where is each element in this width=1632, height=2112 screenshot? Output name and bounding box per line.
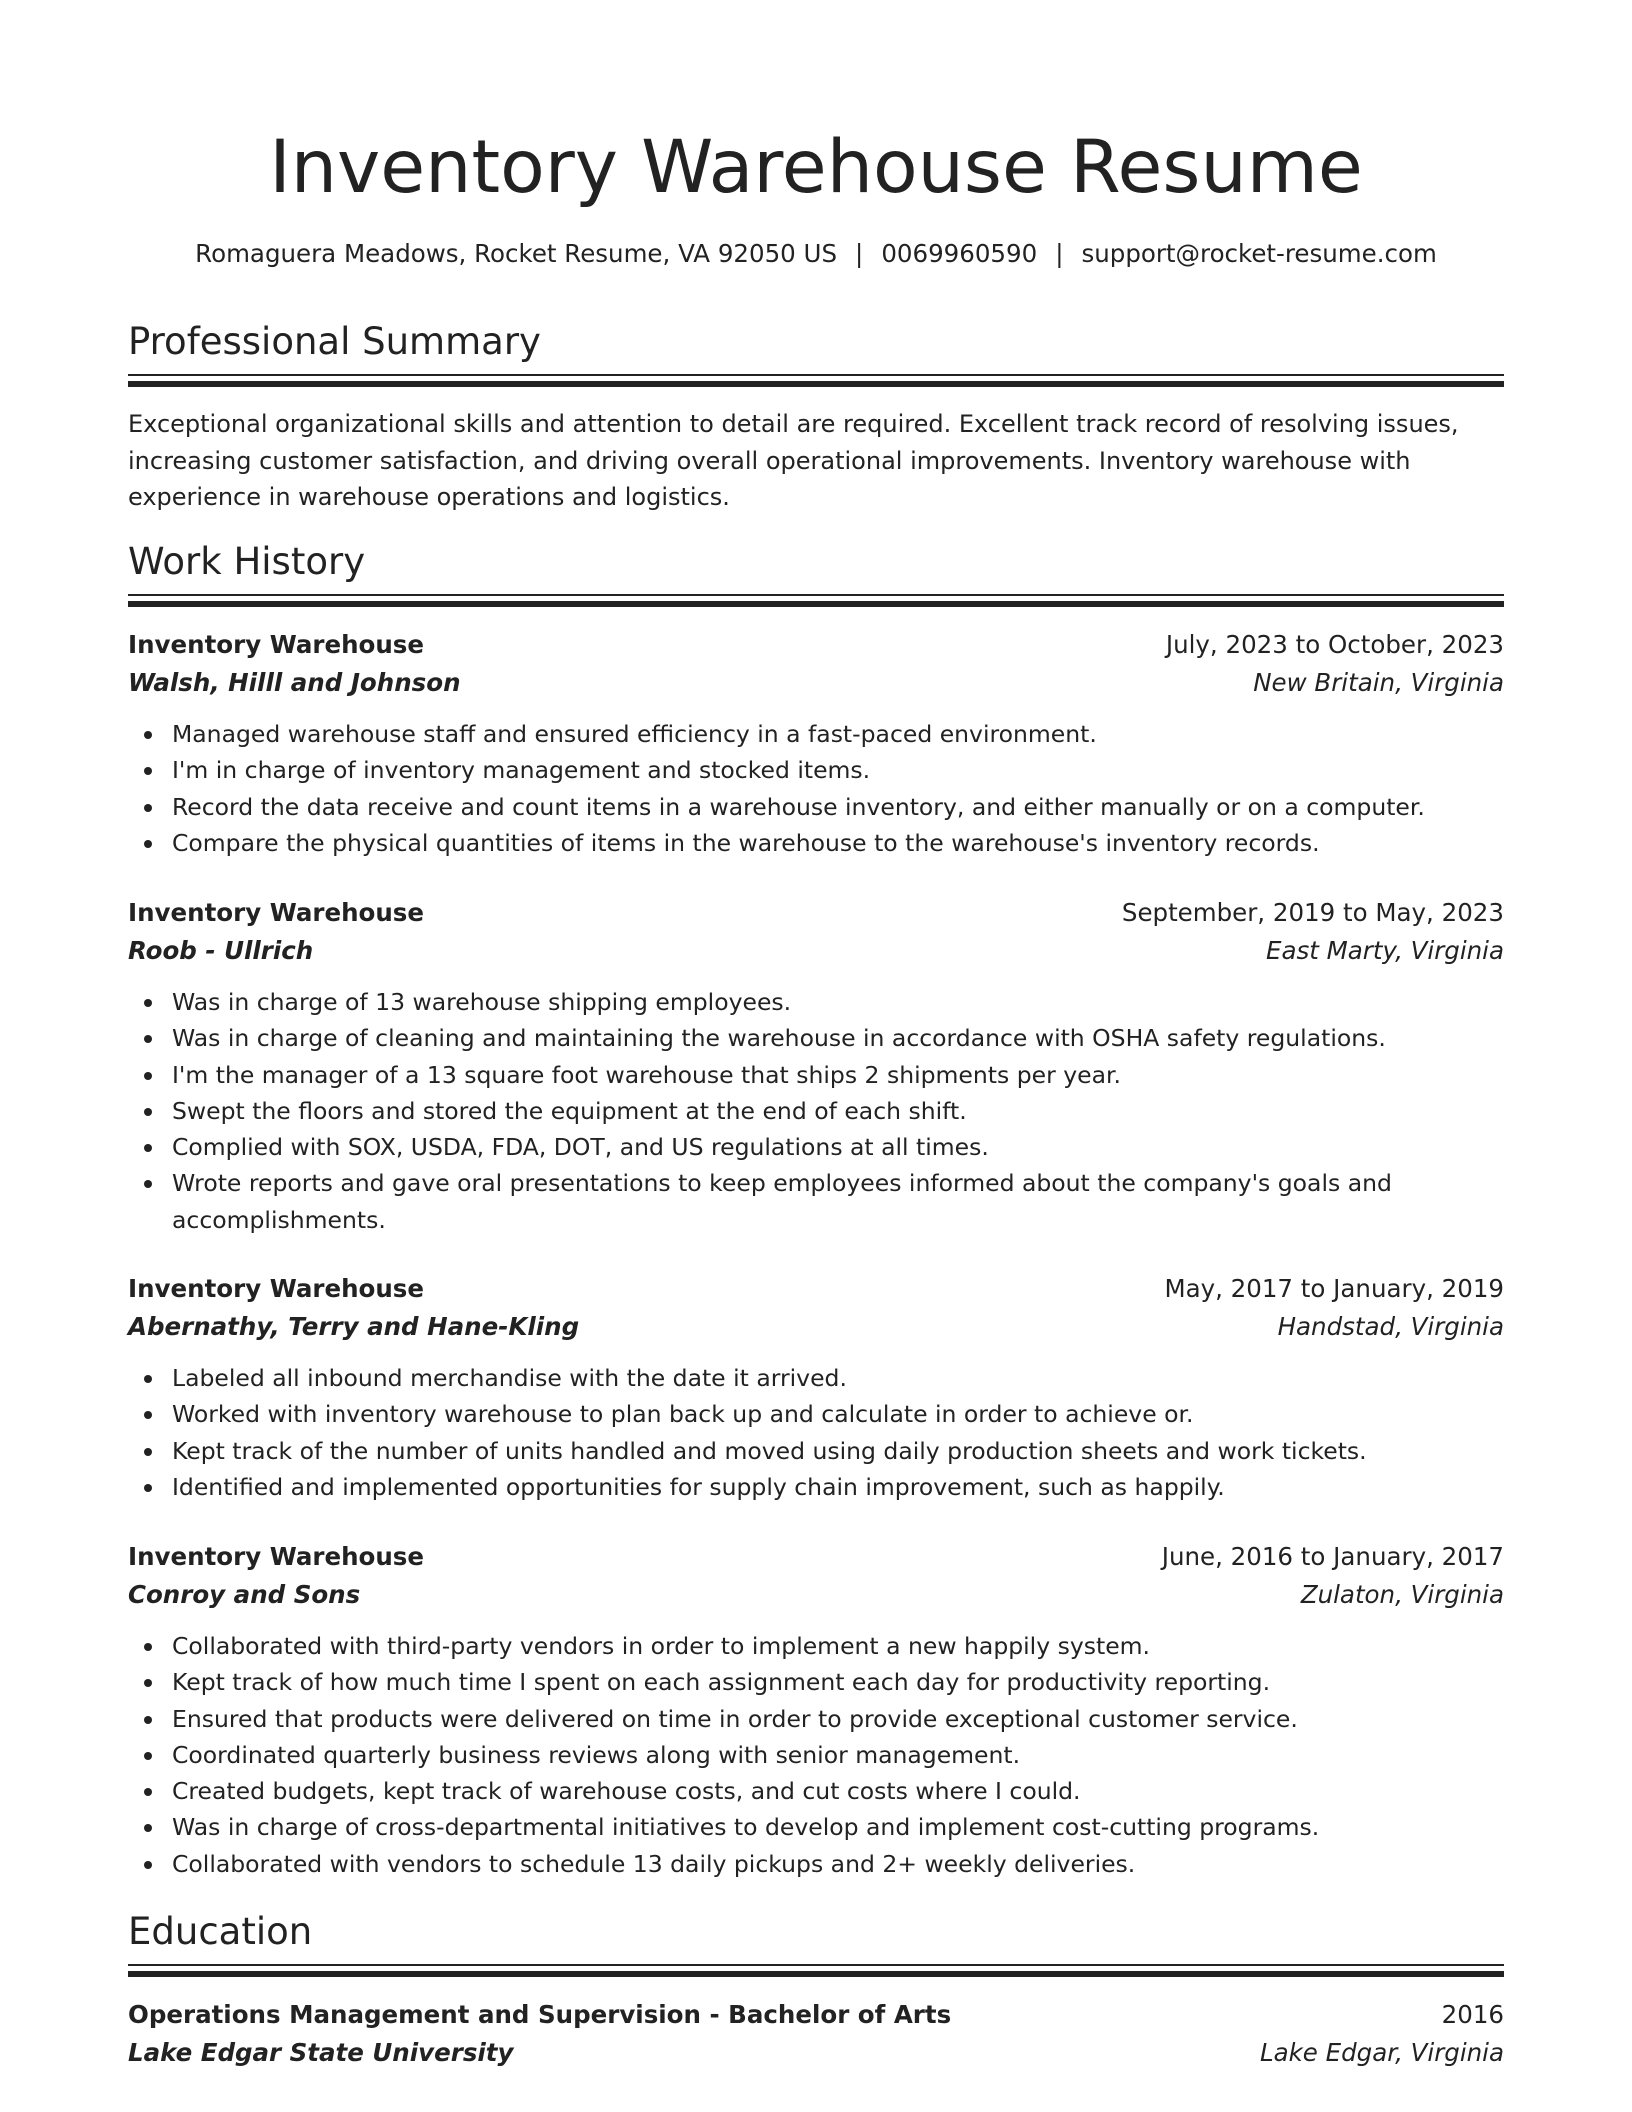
job-entry bbox=[128, 1270, 1504, 1505]
job-employer: Abernathy, Terry and Hane-Kling bbox=[128, 1312, 580, 1341]
resume-title: Inventory Warehouse Resume bbox=[269, 125, 1363, 210]
job-dates: June, 2016 to January, 2017 bbox=[1161, 1542, 1504, 1571]
contact-separator: | bbox=[1055, 239, 1064, 268]
job-duty: Labeled all inbound merchandise with the date it arrived. bbox=[172, 1360, 1504, 1396]
job-duty: Compare the physical quantities of items in the warehouse to the warehouse's inventory records. bbox=[172, 825, 1504, 861]
job-title: Inventory Warehouse bbox=[128, 1274, 425, 1303]
job-duty: Kept track of how much time I spent on each assignment each day for productivity reporting. bbox=[172, 1664, 1504, 1700]
job-duty: Swept the floors and stored the equipment at the end of each shift. bbox=[172, 1093, 1504, 1129]
job-entry bbox=[128, 626, 1504, 861]
job-duty: Managed warehouse staff and ensured efficiency in a fast-paced environment. bbox=[172, 716, 1504, 752]
job-duty: Record the data receive and count items in a warehouse inventory, and either manually or on a computer. bbox=[172, 789, 1504, 825]
job-duty: I'm the manager of a 13 square foot warehouse that ships 2 shipments per year. bbox=[172, 1057, 1504, 1093]
job-duty: Was in charge of 13 warehouse shipping employees. bbox=[172, 984, 1504, 1020]
job-location: East Marty, Virginia bbox=[1265, 936, 1504, 965]
summary-heading: Professional Summary bbox=[128, 320, 541, 363]
contact-line bbox=[0, 236, 1632, 272]
job-duty: Collaborated with third-party vendors in order to implement a new happily system. bbox=[172, 1628, 1504, 1664]
job-duty: Identified and implemented opportunities for supply chain improvement, such as happily. bbox=[172, 1469, 1504, 1505]
job-location: New Britain, Virginia bbox=[1253, 668, 1504, 697]
summary-text: Exceptional organizational skills and attention to detail are required. Excellent track record of resolving issues, increasing customer satisfaction, and driving overall operational improvements. Inventory warehouse with experience in warehouse operations and logistics. bbox=[128, 410, 1459, 511]
job-entry bbox=[128, 1538, 1504, 1882]
education-location: Lake Edgar, Virginia bbox=[1259, 2038, 1504, 2067]
work-history-divider bbox=[128, 594, 1504, 608]
job-duty: Coordinated quarterly business reviews along with senior management. bbox=[172, 1737, 1504, 1773]
contact-phone: 0069960590 bbox=[881, 239, 1038, 268]
education-school: Lake Edgar State University bbox=[128, 2038, 514, 2067]
job-employer: Conroy and Sons bbox=[128, 1580, 361, 1609]
job-duty: Wrote reports and gave oral presentations to keep employees informed about the company's goals and accomplishments. bbox=[172, 1165, 1504, 1238]
contact-address: Romaguera Meadows, Rocket Resume, VA 92050 US bbox=[195, 239, 838, 268]
job-duty: Ensured that products were delivered on time in order to provide exceptional customer service. bbox=[172, 1701, 1504, 1737]
job-duty: Worked with inventory warehouse to plan back up and calculate in order to achieve or. bbox=[172, 1396, 1504, 1432]
job-employer: Walsh, Hilll and Johnson bbox=[128, 668, 461, 697]
job-duty: Complied with SOX, USDA, FDA, DOT, and US regulations at all times. bbox=[172, 1129, 1504, 1165]
job-duties-list bbox=[128, 716, 1504, 861]
job-duty: Collaborated with vendors to schedule 13 daily pickups and 2+ weekly deliveries. bbox=[172, 1846, 1504, 1882]
education-heading: Education bbox=[128, 1910, 313, 1953]
job-duties-list bbox=[128, 1628, 1504, 1882]
job-location: Zulaton, Virginia bbox=[1300, 1580, 1504, 1609]
contact-email: support@rocket-resume.com bbox=[1081, 239, 1437, 268]
job-location: Handstad, Virginia bbox=[1277, 1312, 1504, 1341]
education-degree: Operations Management and Supervision - Bachelor of Arts bbox=[128, 2000, 952, 2029]
job-duties-list bbox=[128, 984, 1504, 1238]
job-duty: Was in charge of cleaning and maintaining the warehouse in accordance with OSHA safety regulations. bbox=[172, 1020, 1504, 1056]
job-employer: Roob - Ullrich bbox=[128, 936, 314, 965]
job-title: Inventory Warehouse bbox=[128, 898, 425, 927]
job-dates: September, 2019 to May, 2023 bbox=[1121, 898, 1504, 927]
job-entry bbox=[128, 894, 1504, 1238]
contact-separator: | bbox=[855, 239, 864, 268]
job-duty: Created budgets, kept track of warehouse costs, and cut costs where I could. bbox=[172, 1773, 1504, 1809]
job-title: Inventory Warehouse bbox=[128, 630, 425, 659]
job-duty: Was in charge of cross-departmental initiatives to develop and implement cost-cutting programs. bbox=[172, 1809, 1504, 1845]
job-duty: Kept track of the number of units handled and moved using daily production sheets and work tickets. bbox=[172, 1433, 1504, 1469]
job-title: Inventory Warehouse bbox=[128, 1542, 425, 1571]
summary-divider bbox=[128, 374, 1504, 388]
education-entry bbox=[128, 1996, 1504, 2072]
job-duties-list bbox=[128, 1360, 1504, 1505]
job-dates: July, 2023 to October, 2023 bbox=[1165, 630, 1504, 659]
job-dates: May, 2017 to January, 2019 bbox=[1164, 1274, 1504, 1303]
education-year: 2016 bbox=[1441, 2000, 1504, 2029]
education-divider bbox=[128, 1964, 1504, 1978]
work-history-heading: Work History bbox=[128, 540, 366, 583]
job-duty: I'm in charge of inventory management and stocked items. bbox=[172, 752, 1504, 788]
